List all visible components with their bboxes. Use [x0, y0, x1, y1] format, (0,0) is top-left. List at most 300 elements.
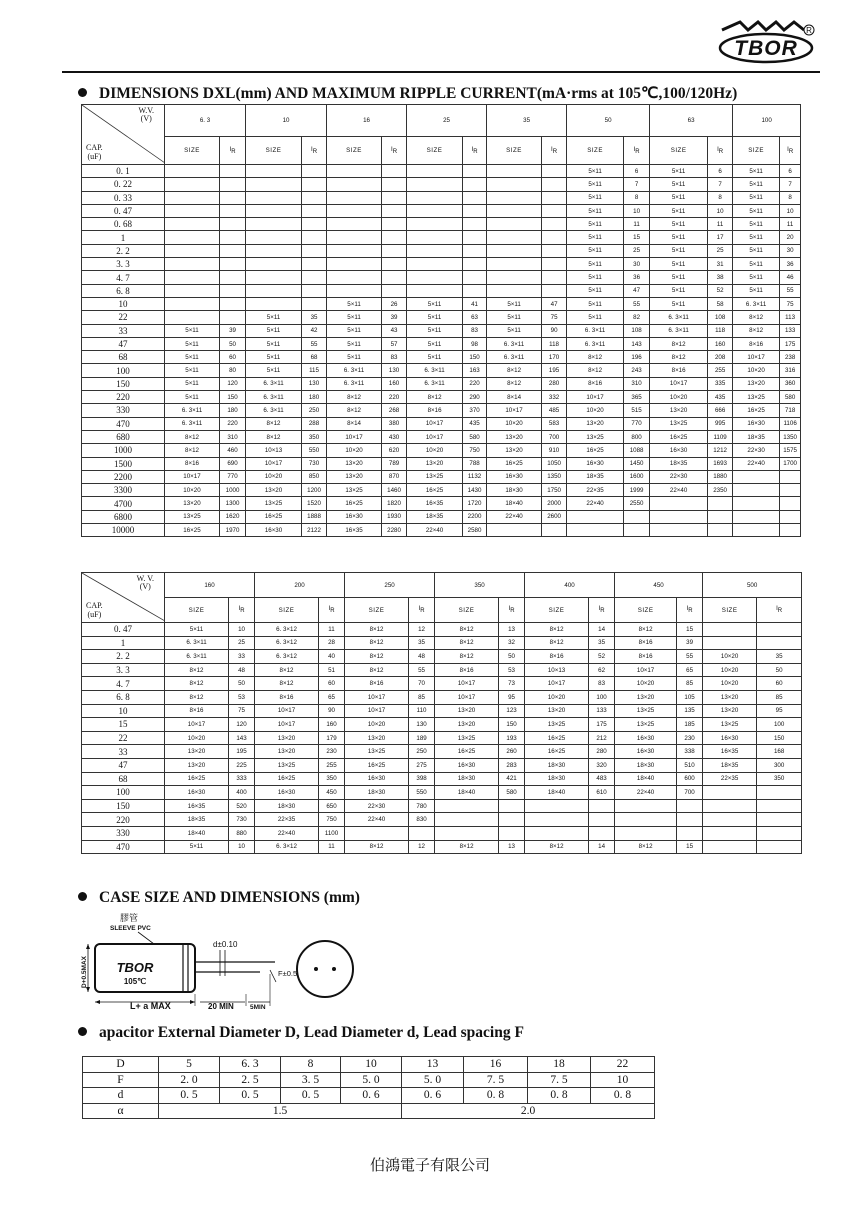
size-cell: [703, 840, 757, 854]
ripple-current-cell: 250: [409, 745, 435, 759]
ripple-current-cell: 35: [302, 311, 327, 324]
size-cell: 8×16: [615, 636, 677, 650]
size-cell: 16×30: [327, 510, 382, 523]
capacitance-cell: 10: [82, 704, 165, 718]
size-cell: 8×16: [435, 663, 499, 677]
size-cell: 5×11: [567, 165, 624, 178]
ripple-current-cell: 130: [302, 377, 327, 390]
table-row: [82, 364, 801, 377]
size-cell: 13×20: [615, 690, 677, 704]
size-header: SIZE: [407, 137, 463, 165]
ripple-current-cell: [302, 231, 327, 244]
ripple-current-cell: 195: [542, 364, 567, 377]
ripple-current-cell: 130: [382, 364, 407, 377]
dimension-label: d: [83, 1088, 159, 1104]
size-cell: 5×11: [733, 244, 780, 257]
ripple-current-cell: [220, 244, 246, 257]
ripple-current-cell: 31: [708, 258, 733, 271]
size-cell: [407, 204, 463, 217]
ripple-current-cell: 1132: [463, 470, 487, 483]
header-rule: [62, 71, 820, 73]
dimension-value: 5. 0: [341, 1072, 402, 1088]
size-cell: 8×12: [345, 636, 409, 650]
size-cell: [165, 178, 220, 191]
size-cell: 8×12: [733, 311, 780, 324]
capacitance-cell: 470: [82, 417, 165, 430]
ir-subscript: R: [330, 608, 335, 615]
size-cell: 5×11: [650, 271, 708, 284]
ripple-current-cell: 25: [229, 636, 255, 650]
voltage-header: 6. 3: [165, 105, 246, 137]
voltage-header: 10: [246, 105, 327, 137]
size-cell: 5×11: [567, 311, 624, 324]
size-cell: 18×30: [255, 799, 319, 813]
ripple-current-header: [757, 598, 802, 623]
cap-label-line: CAP.: [86, 143, 103, 152]
lead-min-label: 20 MIN: [208, 1002, 234, 1011]
ripple-current-cell: [220, 191, 246, 204]
size-cell: 22×40: [345, 813, 409, 827]
size-cell: 13×25: [255, 758, 319, 772]
ripple-current-cell: 338: [677, 745, 703, 759]
size-cell: 22×40: [567, 497, 624, 510]
size-cell: [733, 497, 780, 510]
ripple-current-cell: [499, 799, 525, 813]
size-cell: [246, 244, 302, 257]
size-cell: [327, 218, 382, 231]
capacitance-cell: 0. 68: [82, 218, 165, 231]
ripple-current-cell: [757, 786, 802, 800]
ripple-current-cell: 90: [319, 704, 345, 718]
ripple-current-cell: 789: [382, 457, 407, 470]
ir-symbol: I: [471, 145, 474, 153]
capacitance-cell: 330: [82, 826, 165, 840]
table-row: [82, 444, 801, 457]
size-cell: [407, 165, 463, 178]
size-cell: 18×30: [525, 758, 589, 772]
size-cell: 5×11: [165, 377, 220, 390]
size-cell: 10×17: [345, 690, 409, 704]
ripple-current-cell: 90: [542, 324, 567, 337]
size-cell: 13×20: [345, 731, 409, 745]
size-header: SIZE: [327, 137, 382, 165]
ripple-current-cell: 53: [229, 690, 255, 704]
ir-subscript: R: [552, 149, 558, 156]
size-cell: [525, 826, 589, 840]
size-cell: 18×35: [567, 470, 624, 483]
capacitance-cell: 100: [82, 786, 165, 800]
size-cell: 10×17: [525, 677, 589, 691]
table-row: [82, 258, 801, 271]
ripple-current-cell: 32: [499, 636, 525, 650]
ripple-current-cell: 910: [542, 444, 567, 457]
size-cell: [650, 524, 708, 537]
section4-heading: [78, 1024, 524, 1042]
cap-wv-corner-cell: [82, 105, 165, 165]
ripple-current-cell: [382, 191, 407, 204]
table-row: [82, 404, 801, 417]
size-cell: [407, 191, 463, 204]
ripple-current-cell: 650: [319, 799, 345, 813]
ripple-current-cell: 1100: [319, 826, 345, 840]
ripple-current-cell: 225: [229, 758, 255, 772]
size-header: SIZE: [650, 137, 708, 165]
section3-title: CASE SIZE AND DIMENSIONS (mm): [99, 889, 360, 906]
dimension-value: 0. 8: [528, 1088, 591, 1104]
length-label: L+ a MAX: [130, 1001, 171, 1011]
table-row: [82, 786, 802, 800]
size-header: SIZE: [165, 598, 229, 623]
ripple-current-header: [409, 598, 435, 623]
size-cell: 16×25: [165, 772, 229, 786]
dimension-row: [83, 1057, 655, 1073]
ripple-current-cell: 460: [220, 444, 246, 457]
ripple-current-cell: 1430: [463, 484, 487, 497]
ripple-current-cell: [382, 165, 407, 178]
size-header: SIZE: [246, 137, 302, 165]
wv-label: [137, 575, 154, 591]
ripple-current-cell: 14: [589, 623, 615, 637]
ripple-current-cell: 100: [589, 690, 615, 704]
ripple-current-cell: [302, 218, 327, 231]
table-row: [82, 840, 802, 854]
ripple-current-cell: 70: [409, 677, 435, 691]
ripple-current-cell: 113: [780, 311, 801, 324]
size-cell: 18×30: [487, 484, 542, 497]
table-row: [82, 271, 801, 284]
ripple-current-cell: 39: [220, 324, 246, 337]
size-cell: 18×40: [435, 786, 499, 800]
ripple-current-cell: 1720: [463, 497, 487, 510]
size-cell: 13×20: [246, 484, 302, 497]
sleeve-cn-label: 膠管: [120, 913, 139, 923]
ripple-current-cell: [780, 470, 801, 483]
table-row: [82, 218, 801, 231]
voltage-header: 350: [435, 573, 525, 598]
ir-symbol: I: [717, 145, 719, 153]
ripple-current-cell: [542, 244, 567, 257]
ir-subscript: R: [688, 608, 693, 615]
ripple-current-cell: 51: [319, 663, 345, 677]
ripple-current-cell: 143: [624, 337, 650, 350]
size-cell: [525, 813, 589, 827]
voltage-header-row: [82, 105, 801, 137]
section1-title: DIMENSIONS DXL(mm) AND MAXIMUM RIPPLE CURRENT(mA·rms at 105℃,100/120Hz): [99, 85, 738, 102]
size-cell: 5×11: [567, 271, 624, 284]
ripple-current-cell: 58: [708, 297, 733, 310]
ripple-current-cell: 52: [708, 284, 733, 297]
table-row: [82, 311, 801, 324]
ripple-current-cell: [463, 271, 487, 284]
size-cell: 10×17: [327, 430, 382, 443]
size-cell: [525, 799, 589, 813]
ripple-current-cell: 160: [382, 377, 407, 390]
ripple-current-cell: 1109: [708, 430, 733, 443]
dimension-value: 0. 5: [220, 1088, 281, 1104]
ripple-current-cell: 105: [677, 690, 703, 704]
ripple-current-cell: 730: [229, 813, 255, 827]
ripple-current-cell: 1350: [542, 470, 567, 483]
ripple-current-cell: 95: [757, 704, 802, 718]
size-cell: 16×25: [246, 510, 302, 523]
size-cell: [487, 165, 542, 178]
size-cell: 16×25: [255, 772, 319, 786]
ripple-current-cell: 370: [463, 404, 487, 417]
size-cell: 16×35: [165, 799, 229, 813]
size-cell: 5×11: [327, 311, 382, 324]
size-cell: 10×20: [165, 731, 229, 745]
capacitance-cell: 4700: [82, 497, 165, 510]
size-cell: 5×11: [733, 218, 780, 231]
size-cell: 16×30: [615, 745, 677, 759]
ripple-current-cell: 1520: [302, 497, 327, 510]
size-cell: 16×25: [345, 758, 409, 772]
size-cell: 5×11: [650, 165, 708, 178]
svg-text:TBOR: TBOR: [734, 37, 798, 60]
ripple-current-cell: [220, 311, 246, 324]
cap-label-line: (uF): [87, 152, 102, 161]
size-cell: 10×20: [345, 718, 409, 732]
size-cell: [487, 258, 542, 271]
capacitance-cell: 3. 3: [82, 663, 165, 677]
capacitance-cell: 0. 47: [82, 204, 165, 217]
size-cell: [703, 813, 757, 827]
size-cell: 5×11: [246, 337, 302, 350]
size-cell: 10×17: [345, 704, 409, 718]
ripple-current-cell: [463, 231, 487, 244]
capacitance-cell: 4. 7: [82, 677, 165, 691]
table-row: [82, 297, 801, 310]
size-cell: [733, 524, 780, 537]
size-cell: 22×40: [733, 457, 780, 470]
ripple-current-cell: 230: [319, 745, 345, 759]
size-cell: 8×12: [650, 351, 708, 364]
size-cell: 5×11: [567, 258, 624, 271]
table-row: [82, 430, 801, 443]
ripple-current-cell: 12: [409, 840, 435, 854]
ripple-current-cell: 150: [757, 731, 802, 745]
size-cell: [487, 284, 542, 297]
ripple-current-cell: 53: [499, 663, 525, 677]
size-cell: 5×11: [567, 244, 624, 257]
size-cell: 13×25: [567, 430, 624, 443]
ripple-current-cell: 120: [220, 377, 246, 390]
ripple-current-cell: 1106: [780, 417, 801, 430]
size-cell: [733, 484, 780, 497]
capacitance-cell: 22: [82, 731, 165, 745]
size-cell: [703, 799, 757, 813]
size-cell: 5×11: [407, 324, 463, 337]
size-cell: 13×20: [165, 758, 229, 772]
ripple-current-cell: [589, 799, 615, 813]
size-cell: [703, 623, 757, 637]
alpha-row: [83, 1103, 655, 1119]
size-cell: 22×40: [615, 786, 677, 800]
size-cell: 8×12: [165, 663, 229, 677]
size-cell: 8×16: [615, 650, 677, 664]
size-cell: 10×20: [487, 417, 542, 430]
size-cell: [246, 284, 302, 297]
capacitance-cell: 2. 2: [82, 244, 165, 257]
ripple-current-cell: 550: [302, 444, 327, 457]
size-cell: [407, 284, 463, 297]
ripple-current-cell: 350: [319, 772, 345, 786]
size-cell: [165, 258, 220, 271]
ripple-current-cell: 47: [542, 297, 567, 310]
size-cell: 8×12: [525, 636, 589, 650]
size-cell: [650, 497, 708, 510]
size-cell: [327, 178, 382, 191]
cap-label-line: (uF): [87, 610, 102, 619]
ripple-current-cell: [382, 231, 407, 244]
ripple-current-cell: 220: [463, 377, 487, 390]
table-row: [82, 165, 801, 178]
size-cell: 5×11: [567, 204, 624, 217]
ripple-current-cell: [542, 271, 567, 284]
size-cell: 5×11: [407, 297, 463, 310]
voltage-header: 200: [255, 573, 345, 598]
table-row: [82, 377, 801, 390]
size-cell: 8×12: [650, 337, 708, 350]
ripple-current-cell: 52: [589, 650, 615, 664]
size-cell: [165, 165, 220, 178]
table-row: [82, 813, 802, 827]
size-cell: 6. 3×11: [165, 404, 220, 417]
size-cell: 13×20: [703, 704, 757, 718]
ripple-current-cell: 108: [624, 324, 650, 337]
size-cell: 5×11: [407, 351, 463, 364]
dimension-value: 22: [591, 1057, 655, 1073]
size-cell: 6. 3×11: [650, 311, 708, 324]
dimension-value: 0. 8: [464, 1088, 528, 1104]
size-cell: 5×11: [487, 311, 542, 324]
bullet-icon: [78, 892, 87, 901]
ripple-current-cell: 8: [708, 191, 733, 204]
size-cell: 16×35: [703, 745, 757, 759]
size-cell: 10×20: [703, 677, 757, 691]
size-cell: 6. 3×11: [407, 364, 463, 377]
size-cell: 13×20: [703, 690, 757, 704]
table-row: [82, 484, 801, 497]
ripple-current-cell: 515: [624, 404, 650, 417]
capacitance-cell: 4. 7: [82, 271, 165, 284]
size-ir-header-row: [82, 598, 802, 623]
ir-symbol: I: [418, 605, 421, 613]
ripple-current-cell: 62: [589, 663, 615, 677]
size-cell: 16×35: [407, 497, 463, 510]
ripple-current-cell: 520: [229, 799, 255, 813]
size-cell: 18×30: [345, 786, 409, 800]
capacitance-cell: 100: [82, 364, 165, 377]
size-header: SIZE: [733, 137, 780, 165]
ripple-current-cell: [382, 284, 407, 297]
ripple-current-cell: 510: [677, 758, 703, 772]
ripple-current-cell: [708, 524, 733, 537]
ripple-current-cell: 1700: [780, 457, 801, 470]
ripple-current-cell: [463, 191, 487, 204]
size-cell: [327, 244, 382, 257]
table-row: [82, 690, 802, 704]
size-cell: 6. 3×11: [650, 324, 708, 337]
size-cell: 22×30: [733, 444, 780, 457]
size-cell: 8×12: [733, 324, 780, 337]
ripple-current-cell: 160: [319, 718, 345, 732]
ripple-current-cell: 450: [319, 786, 345, 800]
alpha-large-value: 2.0: [402, 1103, 655, 1119]
size-cell: [327, 165, 382, 178]
ripple-current-cell: 15: [624, 231, 650, 244]
capacitance-cell: 150: [82, 377, 165, 390]
wv-label-line: W.V.: [138, 106, 154, 115]
dimension-value: 3. 5: [281, 1072, 341, 1088]
capacitance-cell: 6800: [82, 510, 165, 523]
size-cell: 16×25: [733, 404, 780, 417]
ripple-current-cell: [677, 826, 703, 840]
bullet-icon: [78, 1027, 87, 1036]
size-cell: 10×13: [525, 663, 589, 677]
size-cell: 18×40: [615, 772, 677, 786]
size-cell: 5×11: [650, 204, 708, 217]
size-cell: 16×25: [567, 444, 624, 457]
dimension-value: 6. 3: [220, 1057, 281, 1073]
ripple-current-cell: [382, 204, 407, 217]
ripple-current-cell: 39: [382, 311, 407, 324]
dimension-value: 2. 5: [220, 1072, 281, 1088]
ripple-table-low-voltage: [81, 104, 801, 537]
ripple-current-cell: 750: [463, 444, 487, 457]
size-cell: 5×11: [165, 324, 220, 337]
ripple-current-header: [624, 137, 650, 165]
size-cell: 22×35: [255, 813, 319, 827]
size-cell: 10×17: [255, 718, 319, 732]
section4-title: apacitor External Diameter D, Lead Diameter d, Lead spacing F: [99, 1024, 524, 1041]
size-cell: 10×20: [615, 677, 677, 691]
ripple-current-header: [542, 137, 567, 165]
ripple-current-cell: 36: [624, 271, 650, 284]
ripple-current-cell: [499, 813, 525, 827]
ripple-current-cell: [382, 244, 407, 257]
lead-dimension-table: [82, 1056, 655, 1119]
size-cell: [435, 799, 499, 813]
ripple-current-cell: 57: [382, 337, 407, 350]
size-cell: 8×12: [255, 677, 319, 691]
ripple-current-cell: 120: [229, 718, 255, 732]
ripple-current-cell: [542, 524, 567, 537]
table-row: [82, 704, 802, 718]
capacitance-cell: 2200: [82, 470, 165, 483]
size-cell: 8×12: [345, 840, 409, 854]
ripple-current-cell: 83: [589, 677, 615, 691]
capacitance-cell: 33: [82, 324, 165, 337]
ripple-current-cell: 380: [382, 417, 407, 430]
size-cell: 6. 3×12: [255, 840, 319, 854]
ir-subscript: R: [392, 149, 398, 156]
ripple-current-header: [220, 137, 246, 165]
ripple-current-cell: 1350: [780, 430, 801, 443]
ripple-current-cell: 73: [499, 677, 525, 691]
dimension-value: 7. 5: [464, 1072, 528, 1088]
capacitance-cell: 15: [82, 718, 165, 732]
ripple-current-cell: [302, 284, 327, 297]
ripple-current-cell: 133: [589, 704, 615, 718]
size-cell: 10×17: [165, 470, 220, 483]
ripple-current-cell: [757, 799, 802, 813]
ripple-current-cell: 1880: [708, 470, 733, 483]
ripple-current-cell: 195: [229, 745, 255, 759]
size-cell: [435, 826, 499, 840]
ripple-current-cell: [677, 813, 703, 827]
size-cell: 8×16: [567, 377, 624, 390]
